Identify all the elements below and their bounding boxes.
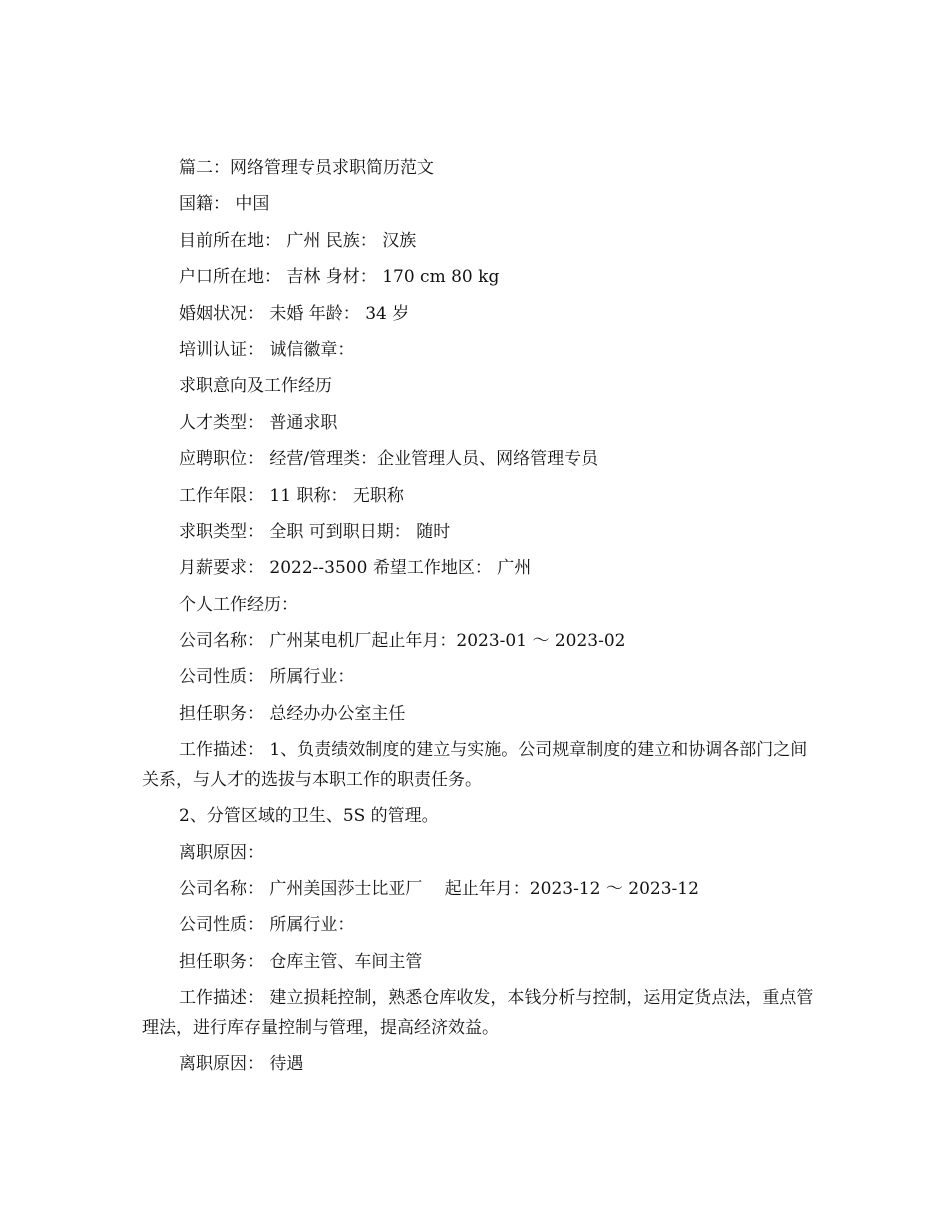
company-2-description: 工作描述： 建立损耗控制，熟悉仓库收发，本钱分析与控制，运用定货点法，重点管理法，进行库存量控制与管理，提高经济效益。 <box>142 988 814 1039</box>
nationality-line: 国籍： 中国 <box>179 194 270 215</box>
company-1-name-line: 公司名称： 广州某电机厂起止年月：2023-01 ～ 2023-02 <box>179 631 626 652</box>
company-1-description-item-2: 2、分管区域的卫生、5S 的管理。 <box>179 806 439 827</box>
job-type-line: 求职类型： 全职 可到职日期： 随时 <box>179 521 451 542</box>
section-heading-intent: 求职意向及工作经历 <box>179 376 332 397</box>
salary-line: 月薪要求： 2022--3500 希望工作地区： 广州 <box>179 558 532 579</box>
marital-age-line: 婚姻状况： 未婚 年龄： 34 岁 <box>179 303 410 324</box>
company-2-nature-line: 公司性质： 所属行业： <box>179 915 355 936</box>
certification-line: 培训认证： 诚信徽章： <box>179 339 355 360</box>
section-heading-experience: 个人工作经历： <box>179 594 298 615</box>
company-2-leave-reason: 离职原因： 待遇 <box>179 1054 304 1075</box>
hukou-body-line: 户口所在地： 吉林 身材： 170 cm 80 kg <box>179 267 500 288</box>
position-line: 应聘职位： 经营/管理类：企业管理人员、网络管理专员 <box>179 449 599 470</box>
company-2-name-line: 公司名称： 广州美国莎士比亚厂 起止年月：2023-12 ～ 2023-12 <box>179 879 699 900</box>
company-1-description: 工作描述： 1、负责绩效制度的建立与实施。公司规章制度的建立和协调各部门之间关系，与人才的选拔与本职工作的职责任务。 <box>142 740 808 791</box>
resume-title: 篇二：网络管理专员求职简历范文 <box>179 158 434 178</box>
location-ethnicity-line: 目前所在地： 广州 民族： 汉族 <box>179 230 417 251</box>
resume-content <box>142 150 822 1083</box>
talent-type-line: 人才类型： 普通求职 <box>179 412 338 433</box>
work-years-line: 工作年限： 11 职称： 无职称 <box>179 485 404 506</box>
company-2-role-line: 担任职务： 仓库主管、车间主管 <box>179 951 423 972</box>
company-1-role-line: 担任职务： 总经办办公室主任 <box>179 703 406 724</box>
company-1-nature-line: 公司性质： 所属行业： <box>179 667 355 688</box>
company-1-leave-reason: 离职原因： <box>179 842 264 863</box>
